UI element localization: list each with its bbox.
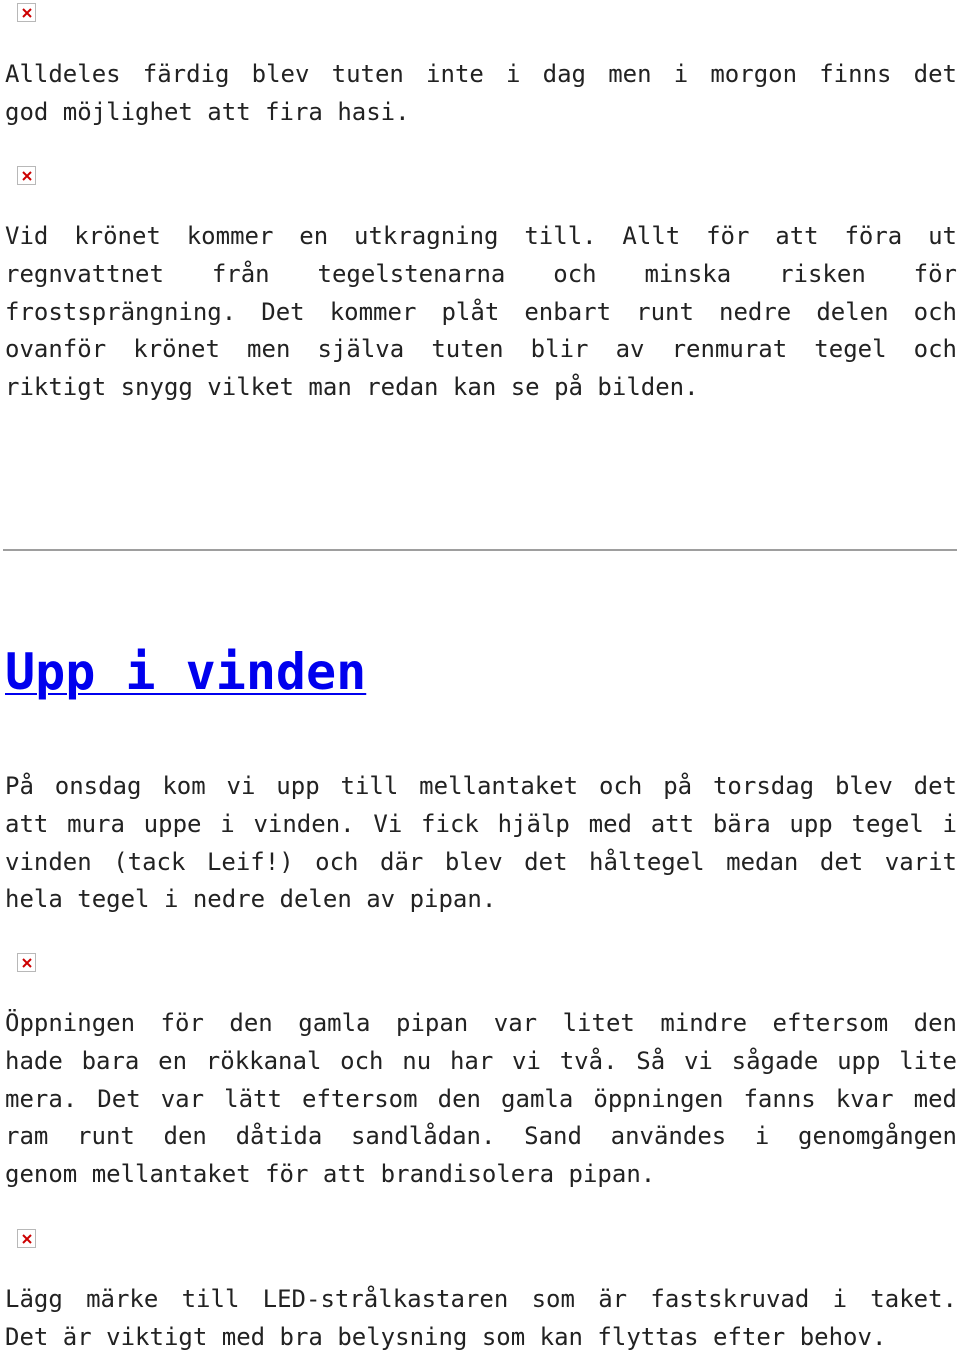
text-line: vinden (tack Leif!) och där blev det håltegel medan det varit: [5, 847, 957, 876]
post1-paragraph-1: [5, 56, 957, 132]
broken-image-x-icon: [22, 958, 32, 968]
text-line: ram runt den dåtida sandlådan. Sand användes i genomgången: [5, 1122, 957, 1151]
text-line: Lägg märke till LED-strålkastaren som är fastskruvad i taket.: [5, 1285, 957, 1313]
post2-paragraph-2: [5, 1005, 957, 1194]
text-line: Alldeles färdig blev tuten inte i dag men i morgon finns det: [5, 60, 957, 88]
post1-paragraph-2: [5, 218, 957, 407]
broken-image-x-icon: [22, 8, 32, 18]
broken-image-icon: [17, 953, 36, 972]
text-line: god möjlighet att fira hasi.: [5, 97, 410, 126]
text-line: hade bara en rökkanal och nu har vi två. Så vi sågade upp lite: [5, 1046, 957, 1075]
text-line: riktigt snygg vilket man redan kan se på bilden.: [5, 373, 699, 402]
text-line: regnvattnet från tegelstenarna och minska risken för: [5, 259, 957, 288]
broken-image-icon: [17, 3, 36, 22]
text-line: genom mellantaket för att brandisolera pipan.: [5, 1160, 656, 1189]
broken-image-icon: [17, 1229, 36, 1248]
text-line: Vid krönet kommer en utkragning till. Allt för att föra ut: [5, 222, 957, 250]
broken-image-icon: [17, 166, 36, 185]
post-divider: [3, 549, 957, 551]
post-title-link[interactable]: Upp i vinden: [5, 643, 367, 701]
post2-paragraph-3: [5, 1281, 957, 1357]
text-line: På onsdag kom vi upp till mellantaket och på torsdag blev det: [5, 772, 957, 800]
text-line: Det är viktigt med bra belysning som kan flyttas efter behov.: [5, 1322, 887, 1351]
broken-image-x-icon: [22, 1234, 32, 1244]
text-line: Öppningen för den gamla pipan var litet mindre eftersom den: [5, 1009, 957, 1037]
text-line: att mura uppe i vinden. Vi fick hjälp med att bära upp tegel i: [5, 809, 957, 838]
post-title: [5, 640, 366, 704]
text-line: ovanför krönet men själva tuten blir av renmurat tegel och: [5, 335, 957, 364]
post2-paragraph-1: [5, 768, 957, 919]
text-line: mera. Det var lätt eftersom den gamla öppningen fanns kvar med: [5, 1084, 957, 1113]
text-line: hela tegel i nedre delen av pipan.: [5, 885, 497, 914]
text-line: frostsprängning. Det kommer plåt enbart runt nedre delen och: [5, 297, 957, 326]
broken-image-x-icon: [22, 171, 32, 181]
